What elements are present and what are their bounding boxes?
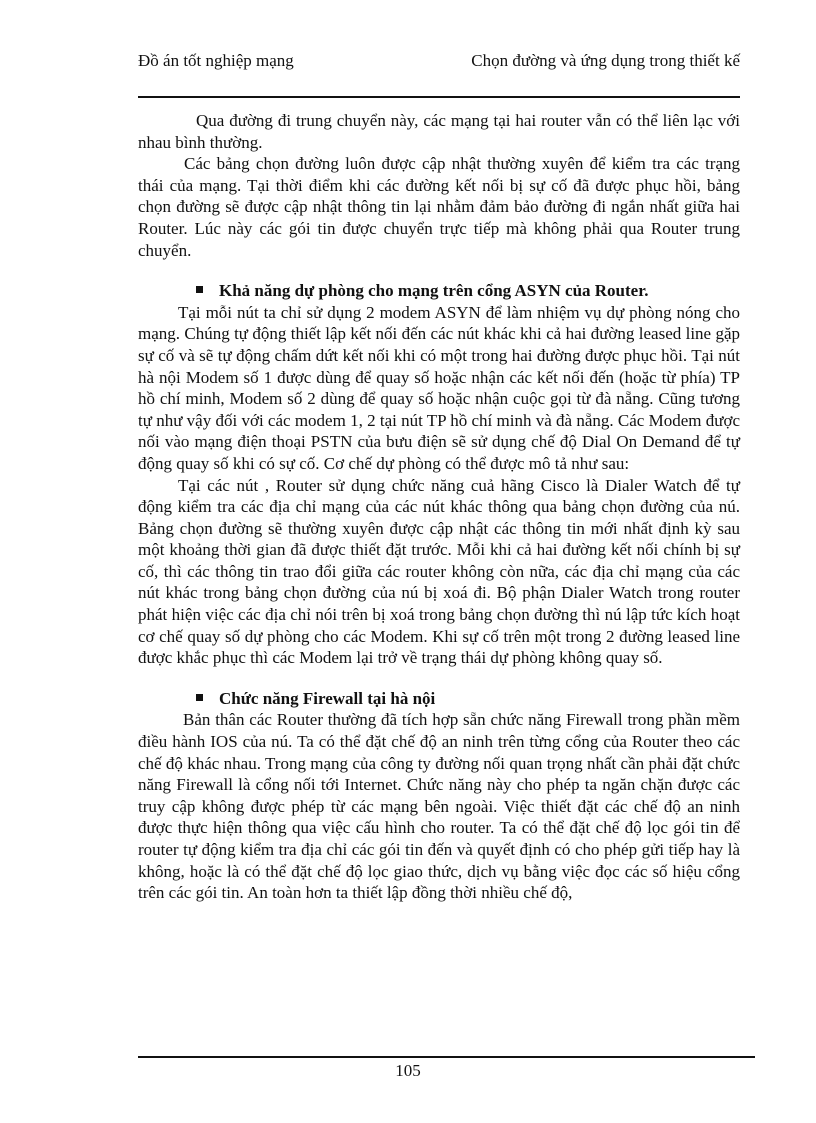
section-heading-text: Khả năng dự phòng cho mạng trên cổng ASYN của Router. [219,281,649,301]
paragraph-dialer-watch: Tại các nút , Router sử dụng chức năng cuả hãng Cisco là Dialer Watch để tự động kiểm tra các địa chỉ mạng của các nút khác thông qua bảng chọn đường của nú. Bảng chọn đường sẽ thường xuyên được cập nhật các thông tin mới nhất định kỳ sau một khoảng thời gian đã được thiết đặt trước. Mỗi khi cả hai đường kết nối chính bị sự cố, thì các thông tin trao đổi giữa các router không còn nữa, các địa chỉ mạng của các nút khác trong bảng chọn đường của nú bị xoá đi. Bộ phận Dialer Watch trong router phát hiện việc các địa chỉ nói trên bị xoá trong bảng chọn đường thì nú lập tức kích hoạt cơ chế quay số dự phòng cho các Modem. Khi sự cố trên một trong 2 đường leased line được khắc phục thì các Modem lại trở về trạng thái dự phòng không quay số. [138,475,740,668]
section-heading-asyn-backup [138,280,740,302]
footer-divider [138,1056,755,1058]
section-heading-firewall [138,688,740,710]
page-number: 105 [395,1061,421,1080]
paragraph-transit-route: Qua đường đi trung chuyển này, các mạng tại hai router vẫn có thể liên lạc với nhau bình thường. [138,111,740,152]
square-bullet-icon [196,286,203,293]
paragraph-routing-tables: Các bảng chọn đường luôn được cập nhật thường xuyên để kiểm tra các trạng thái của mạng. Tại thời điểm khi các đường kết nối bị sự cố đã được phục hồi, bảng chọn đường sẽ được cập nhật thông tin lại nhằm đảm bảo đường đi ngắn nhất giữa hai Router. Lúc này các gói tin được chuyển trực tiếp mà không phải qua Router trung chuyển. [138,154,740,260]
page-body [138,110,740,904]
section-heading-text: Chức năng Firewall tại hà nội [219,688,436,708]
paragraph-firewall: Bản thân các Router thường đã tích hợp sẵn chức năng Firewall trong phần mềm điều hành IOS của nú. Ta có thể đặt chế độ an ninh trên từng cổng của Router theo các chế độ khác nhau. Trong mạng của công ty đường nối quan trọng nhất cần phải đặt chức năng Firewall là cổng nối tới Internet. Chức năng này cho phép ta ngăn chặn được các truy cập không được phép từ các mạng bên ngoài. Việc thiết đặt các chế độ an ninh được thực hiện thông qua việc cấu hình cho router. Ta có thể đặt chế độ lọc gói tin để router tự động kiểm tra địa chỉ các gói tin đến và quyết định có cho phép gửi tiếp hay là không, hoặc là có thể đặt chế độ lọc giao thức, dịch vụ bằng việc đọc các số hiệu cổng trên các gói tin. An toàn hơn ta thiết lập đồng thời nhiều chế độ, [138,710,740,903]
header-divider [138,96,740,98]
square-bullet-icon [196,694,203,701]
header-document-title: Đồ án tốt nghiệp mạng [138,51,294,70]
paragraph-modem-backup: Tại mỗi nút ta chỉ sử dụng 2 modem ASYN để làm nhiệm vụ dự phòng nóng cho mạng. Chúng tự động thiết lập kết nối đến các nút khác khi cả hai đường leased line gặp sự cố và sẽ tự động chấm dứt kết nối khi có một trong hai đường được phục hồi. Tại nút hà nội Modem số 1 được dùng để quay số hoặc nhận các kết nối đến (hoặc từ phía) TP hồ chí minh, Modem số 2 dùng để quay số hoặc nhận cuộc gọi từ đà nẵng. Cũng tương tự như vậy đối với các modem 1, 2 tại nút TP hồ chí minh và đà nẵng. Các Modem được nối vào mạng điện thoại PSTN của bưu điện sẽ sử dụng chế độ Dial On Demand để tự động quay số khi có sự cố. Cơ chế dự phòng có thể được mô tả như sau: [138,302,740,473]
header-chapter-title: Chọn đường và ứng dụng trong thiết kế [471,51,740,70]
